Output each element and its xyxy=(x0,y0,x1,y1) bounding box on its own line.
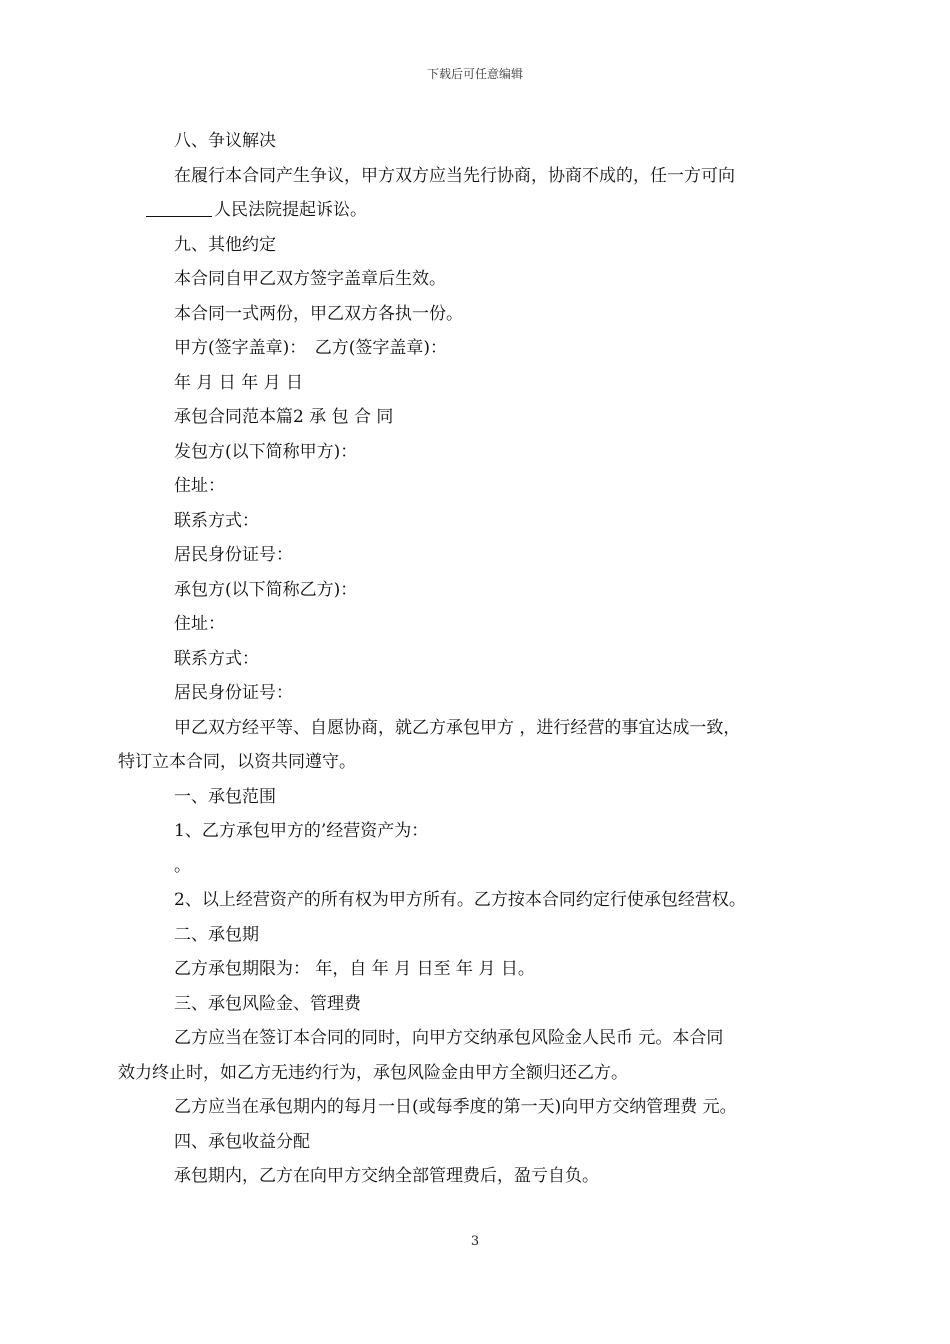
page-number: 3 xyxy=(470,1234,480,1249)
field-label: 居民身份证号： xyxy=(174,683,293,703)
section-heading: 一、承包范围 xyxy=(174,786,276,807)
section-heading: 八、争议解决 xyxy=(174,131,276,151)
header-note: 下载后可任意编辑 xyxy=(426,67,523,81)
paragraph: 承包期内，乙方在向甲方交纳全部管理费后，盈亏自负。 xyxy=(174,1166,599,1186)
paragraph: 1、乙方承包甲方的’经营资产为： xyxy=(174,821,429,841)
field-label: 联系方式： xyxy=(174,648,259,669)
section-heading: 三、承包风险金、管理费 xyxy=(174,993,361,1014)
paragraph: 。 xyxy=(174,855,191,876)
section-heading: 二、承包期 xyxy=(174,924,259,945)
document-body xyxy=(118,124,826,1194)
paragraph-line: 甲乙双方经平等、自愿协商，就乙方承包甲方 ，进行经营的事宜达成一致， xyxy=(174,717,741,738)
paragraph: 乙方应当在承包期内的每月一日(或每季度的第一天)向甲方交纳管理费 元。 xyxy=(174,1097,737,1117)
field-label: 住址： xyxy=(174,476,225,496)
paragraph: 在履行本合同产生争议，甲方双方应当先行协商，协商不成的，任一方可向 xyxy=(174,165,735,186)
field-label: 住址： xyxy=(174,614,225,634)
section-heading: 九、其他约定 xyxy=(174,234,276,255)
contract-title: 承包合同范本篇2 承 包 合 同 xyxy=(174,407,394,427)
paragraph: 本合同一式两份，甲乙双方各执一份。 xyxy=(174,303,463,324)
paragraph-line: 乙方应当在签订本合同的同时，向甲方交纳承包风险金人民币 元。本合同 xyxy=(174,1028,724,1048)
field-label: 居民身份证号： xyxy=(174,545,293,565)
paragraph xyxy=(118,1021,826,1090)
paragraph xyxy=(118,711,826,780)
paragraph-line: 特订立本合同，以资共同遵守。 xyxy=(118,752,356,772)
paragraph: 2、以上经营资产的所有权为甲方所有。乙方按本合同约定行使承包经营权。 xyxy=(174,890,746,910)
paragraph: 本合同自甲乙双方签字盖章后生效。 xyxy=(174,269,446,289)
paragraph-text: 人民法院提起诉讼。 xyxy=(214,200,367,220)
signature-line: 甲方(签字盖章)： 乙方(签字盖章)： xyxy=(174,338,448,358)
field-label: 联系方式： xyxy=(174,510,259,531)
fill-in-blank xyxy=(146,199,212,217)
section-heading: 四、承包收益分配 xyxy=(174,1131,310,1152)
paragraph: 乙方承包期限为： 年，自 年 月 日至 年 月 日。 xyxy=(174,959,535,979)
paragraph-line: 效力终止时，如乙方无违约行为，承包风险金由甲方全额归还乙方。 xyxy=(118,1062,628,1083)
party-b-label: 承包方(以下简称乙方)： xyxy=(174,579,358,600)
paragraph xyxy=(146,193,826,228)
date-line: 年 月 日 年 月 日 xyxy=(174,372,304,393)
party-a-label: 发包方(以下简称甲方)： xyxy=(174,441,358,462)
